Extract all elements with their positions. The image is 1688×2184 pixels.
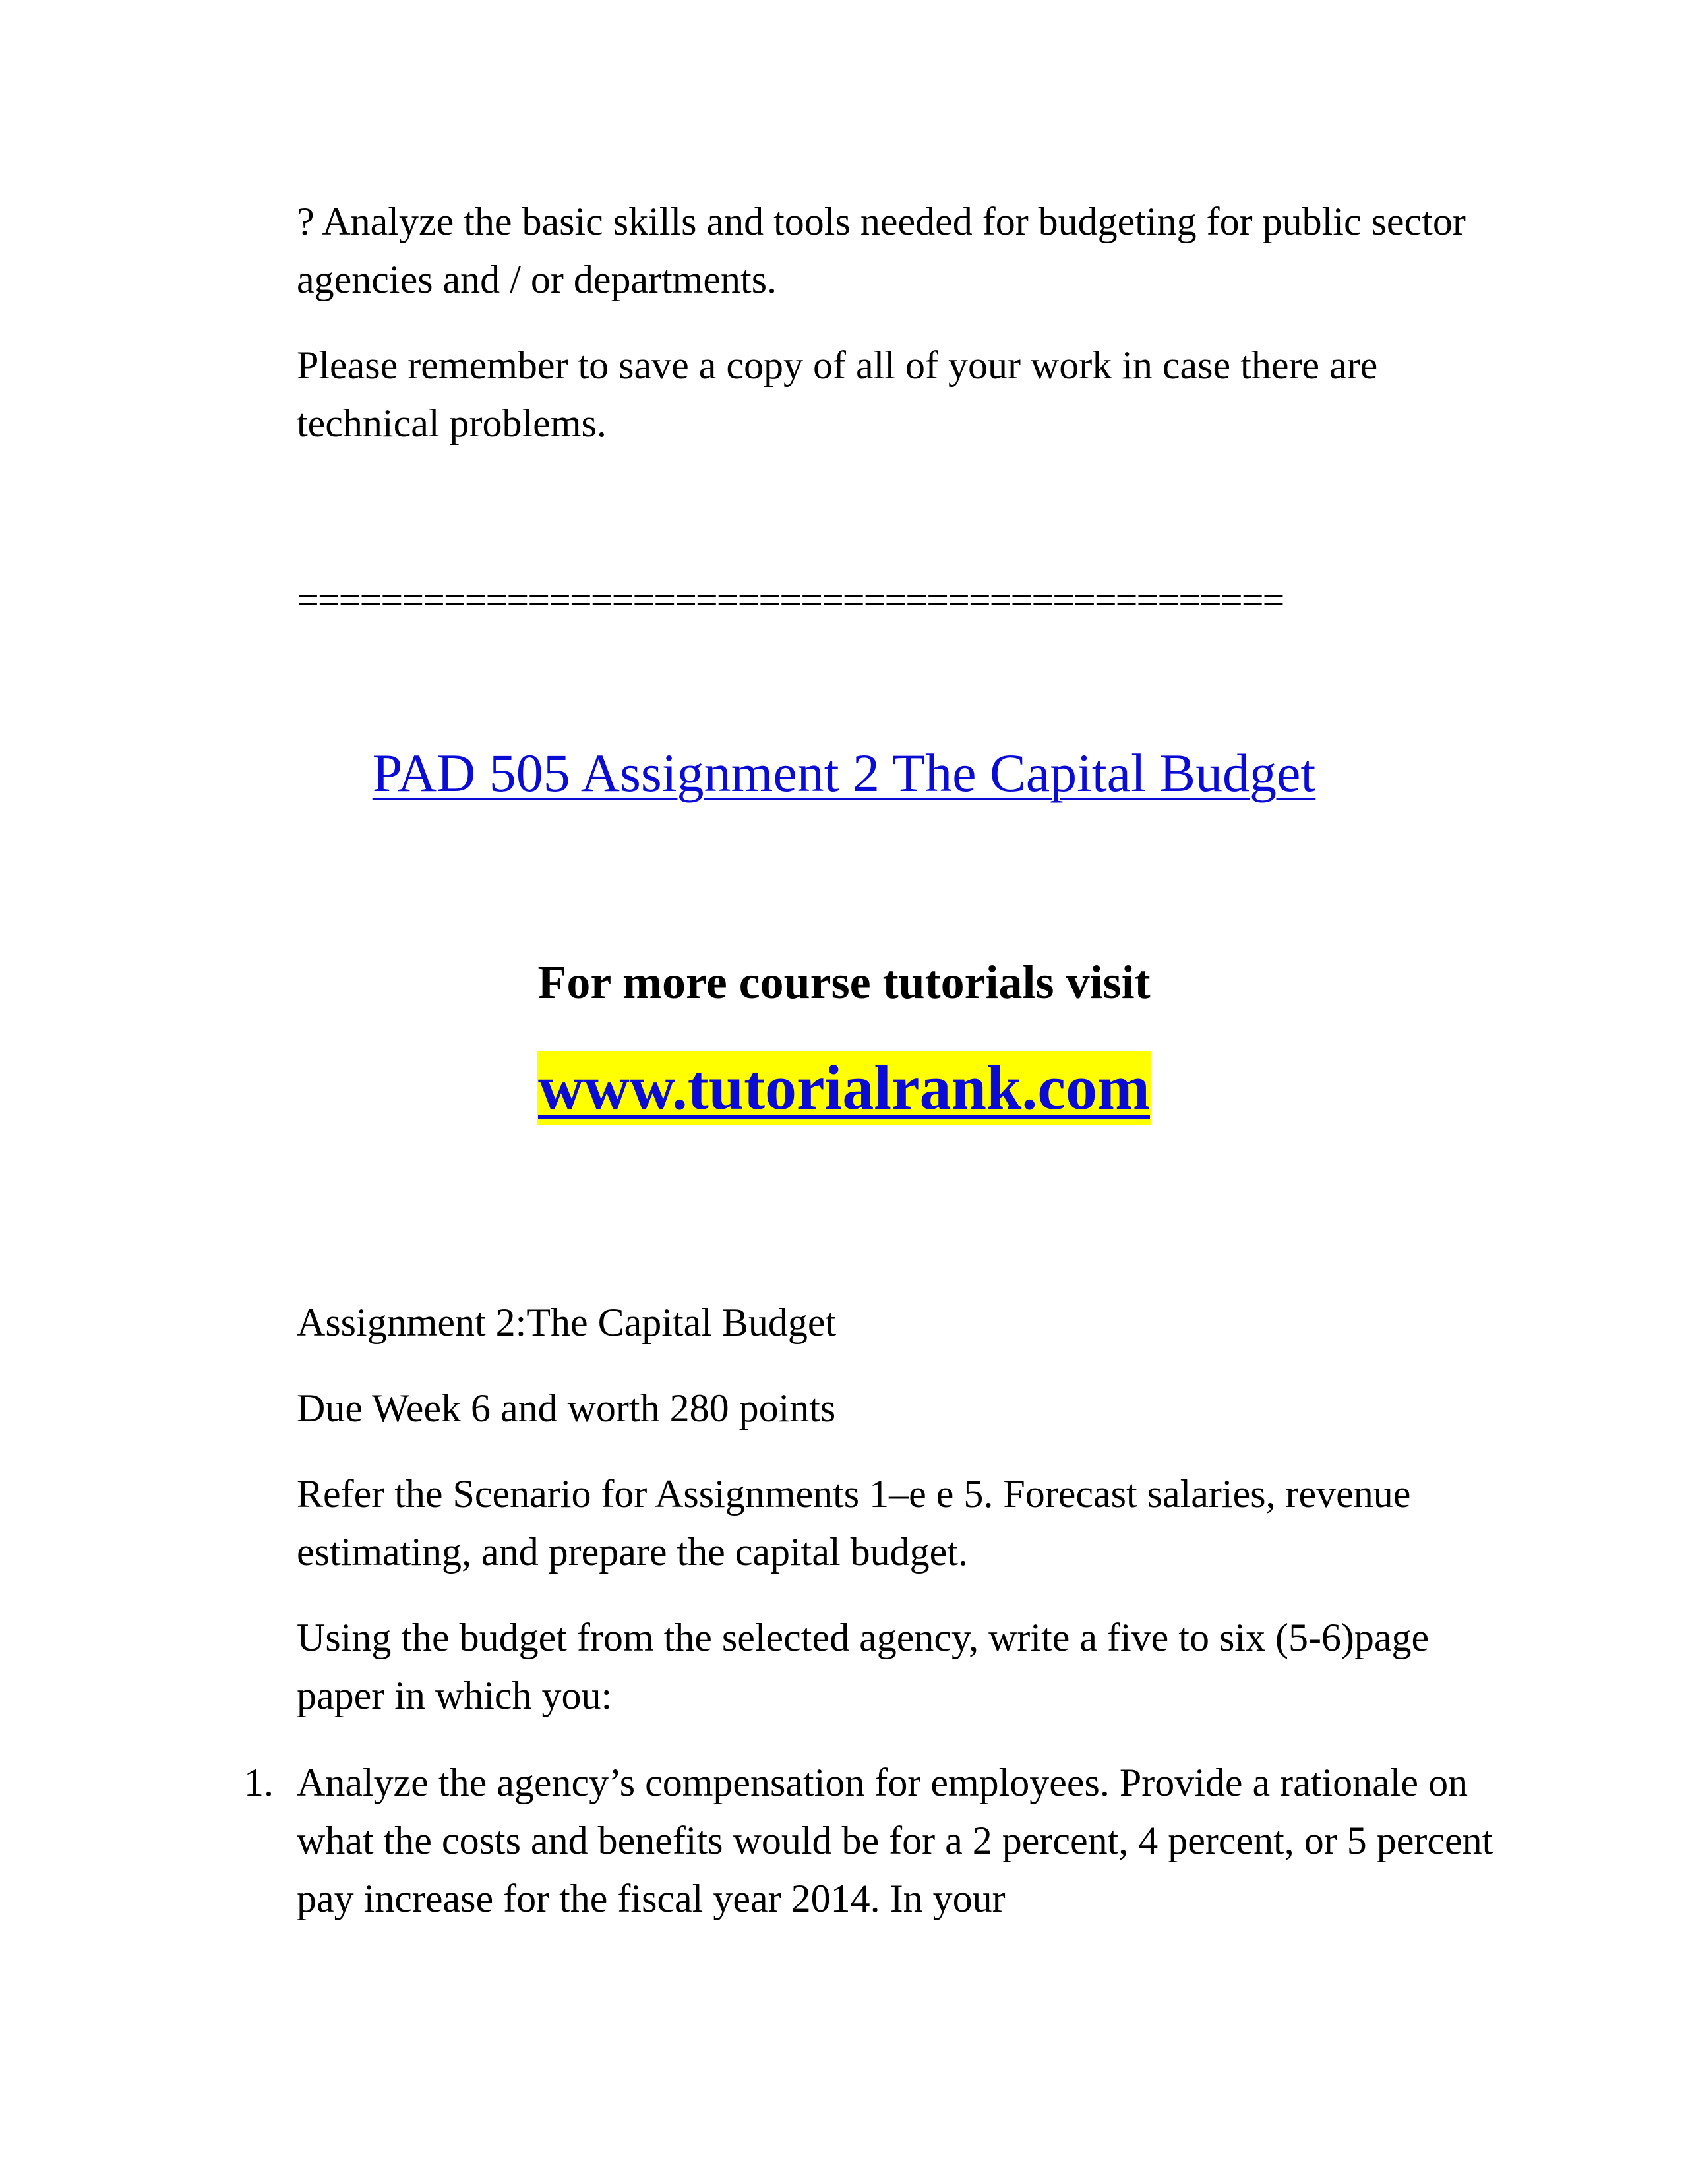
list-item-number: 1. xyxy=(244,1761,274,1804)
list-item-text: Analyze the agency’s compensation for employees. Provide a rationale on what the costs and benefits would be for a 2 percent, 4 percent, or 5 percent pay increase for the fiscal year 2014. In your xyxy=(297,1761,1493,1920)
separator-line: =============================================== xyxy=(297,578,1284,622)
intro-paragraph-save-reminder: Please remember to save a copy of all of your work in case there are technical problems. xyxy=(297,343,1378,445)
assignment-heading: Assignment 2:The Capital Budget xyxy=(297,1301,837,1344)
instructions-paragraph: Using the budget from the selected agency, write a five to six (5-6)page paper in which you: xyxy=(297,1616,1430,1717)
due-date-line: Due Week 6 and worth 280 points xyxy=(297,1386,836,1430)
scenario-paragraph: Refer the Scenario for Assignments 1–e e 5. Forecast salaries, revenue estimating, and prepare the capital budget. xyxy=(297,1472,1411,1574)
intro-paragraph-objective: ? Analyze the basic skills and tools needed for budgeting for public sector agencies and / or departments. xyxy=(297,200,1466,301)
promo-link-container xyxy=(0,1051,1688,1125)
promo-heading: For more course tutorials visit xyxy=(537,956,1151,1009)
assignment-title-link[interactable]: PAD 505 Assignment 2 The Capital Budget xyxy=(372,743,1316,803)
promo-website-link[interactable]: www.tutorialrank.com xyxy=(537,1051,1151,1125)
